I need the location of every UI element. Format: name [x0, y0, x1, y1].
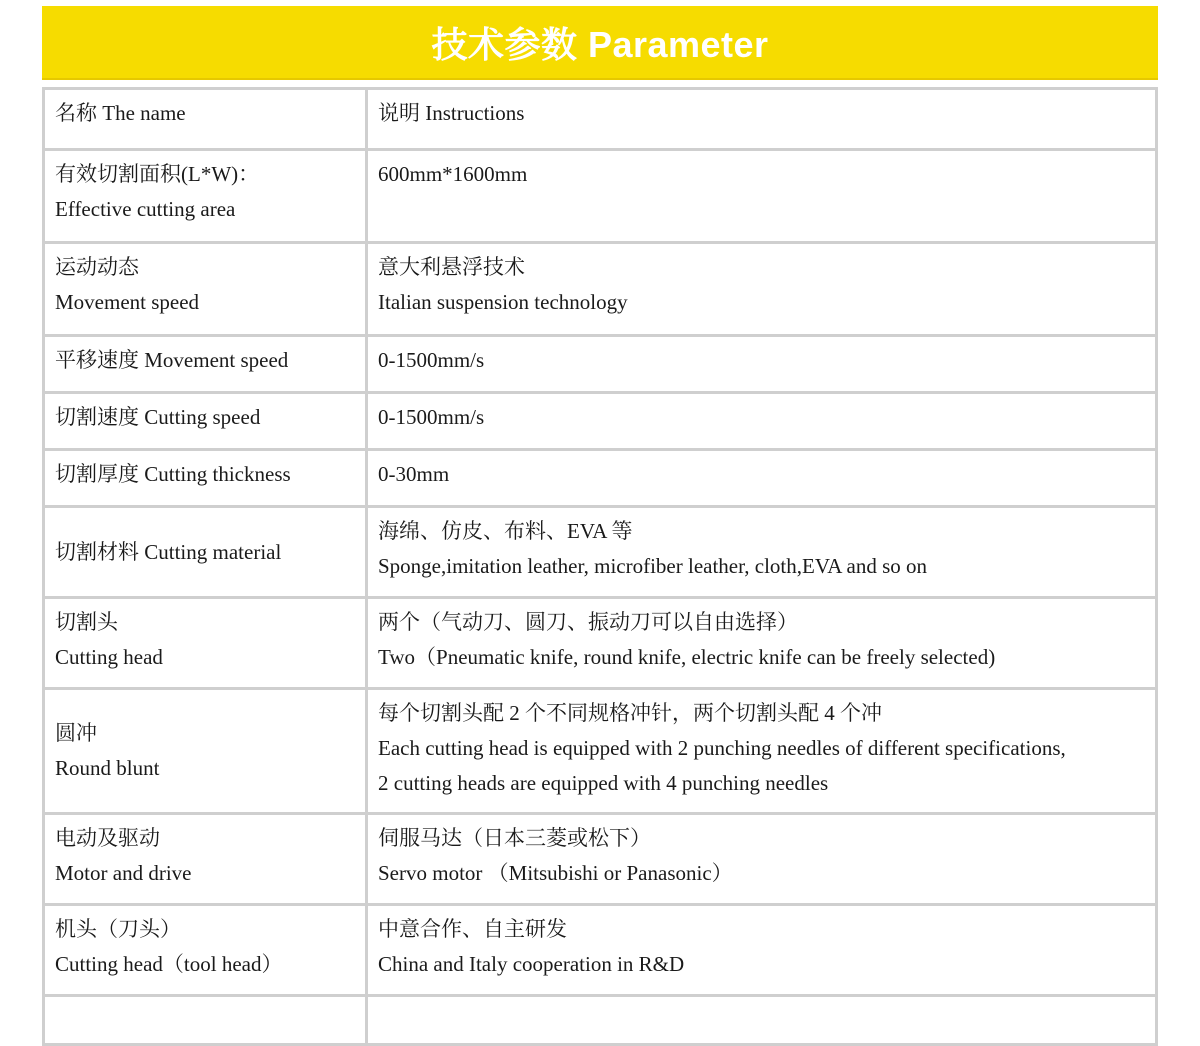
row-name-line: 切割厚度 Cutting thickness: [55, 462, 291, 486]
row-value-line: 每个切割头配 2 个不同规格冲针，两个切割头配 4 个冲: [378, 701, 882, 725]
table-row: [44, 450, 1157, 507]
row-name-cell: [44, 336, 367, 393]
table-row: [44, 689, 1157, 814]
row-value-line: 2 cutting heads are equipped with 4 punching needles: [378, 771, 829, 795]
row-name-cell: [44, 814, 367, 905]
table-row-cut-off: [44, 996, 1157, 1045]
row-name-line: 平移速度 Movement speed: [55, 348, 289, 372]
row-name-cell: [44, 507, 367, 598]
table-row: [44, 393, 1157, 450]
row-value-cell: [367, 243, 1157, 336]
row-value-line: 0-1500mm/s: [378, 348, 485, 372]
table-row: [44, 598, 1157, 689]
row-value-cell: [367, 598, 1157, 689]
row-value-cell: [367, 996, 1157, 1045]
header-name-label: 名称 The name: [55, 101, 186, 125]
row-value-line: 0-1500mm/s: [378, 405, 485, 429]
row-name-line: Cutting head（tool head）: [55, 952, 283, 976]
row-name-line: Round blunt: [55, 756, 160, 780]
row-name-cell: [44, 689, 367, 814]
row-value-line: China and Italy cooperation in R&D: [378, 952, 685, 976]
header-value-cell: [367, 89, 1157, 150]
row-name-line: 电动及驱动: [55, 826, 160, 850]
row-name-line: Motor and drive: [55, 861, 192, 885]
row-value-cell: [367, 689, 1157, 814]
row-name-line: 切割速度 Cutting speed: [55, 405, 261, 429]
header-name-cell: [44, 89, 367, 150]
parameter-table: [42, 87, 1158, 1046]
table-row: [44, 336, 1157, 393]
row-name-line: 圆冲: [55, 721, 97, 745]
row-value-line: 海绵、仿皮、布料、EVA 等: [378, 519, 633, 543]
row-name-line: 切割头: [55, 610, 118, 634]
row-name-cell: [44, 243, 367, 336]
row-name-line: 机头（刀头）: [55, 917, 181, 941]
row-value-cell: [367, 507, 1157, 598]
row-name-cell: [44, 598, 367, 689]
table-row: [44, 507, 1157, 598]
row-name-cell: [44, 996, 367, 1045]
row-name-cell: [44, 450, 367, 507]
row-name-cell: [44, 905, 367, 996]
row-name-cell: [44, 393, 367, 450]
row-value-line: 0-30mm: [378, 462, 450, 486]
table-row: [44, 905, 1157, 996]
row-value-line: 伺服马达（日本三菱或松下）: [378, 826, 651, 850]
table-header-row: [44, 89, 1157, 150]
row-name-cell: [44, 150, 367, 243]
row-name-line: 切割材料 Cutting material: [55, 539, 282, 564]
row-value-cell: [367, 336, 1157, 393]
row-value-line: Two（Pneumatic knife, round knife, electric knife can be freely selected): [378, 645, 996, 669]
row-value-line: Servo motor （Mitsubishi or Panasonic）: [378, 861, 733, 885]
row-name-line: 运动动态: [55, 255, 139, 279]
row-value-line: Sponge,imitation leather, microfiber leather, cloth,EVA and so on: [378, 554, 928, 578]
row-value-line: Each cutting head is equipped with 2 punching needles of different specifications,: [378, 736, 1066, 760]
table-row: [44, 150, 1157, 243]
row-value-cell: [367, 814, 1157, 905]
row-name-line: Movement speed: [55, 290, 200, 314]
row-value-cell: [367, 905, 1157, 996]
row-value-cell: [367, 393, 1157, 450]
row-value-cell: [367, 450, 1157, 507]
row-value-line: 600mm*1600mm: [378, 162, 528, 186]
row-value-cell: [367, 150, 1157, 243]
row-value-line: 两个（气动刀、圆刀、振动刀可以自由选择）: [378, 610, 798, 634]
table-row: [44, 814, 1157, 905]
row-value-line: 中意合作、自主研发: [378, 917, 567, 941]
header-value-label: 说明 Instructions: [378, 101, 525, 125]
row-name-line: 有效切割面积(L*W)：: [55, 162, 260, 186]
parameter-banner: [42, 6, 1158, 80]
row-name-line: Cutting head: [55, 645, 163, 669]
row-value-line: 意大利悬浮技术: [378, 255, 525, 279]
banner-title: 技术参数 Parameter: [431, 23, 769, 65]
table-row: [44, 243, 1157, 336]
row-name-line: Effective cutting area: [55, 197, 236, 221]
row-value-line: Italian suspension technology: [378, 290, 628, 314]
